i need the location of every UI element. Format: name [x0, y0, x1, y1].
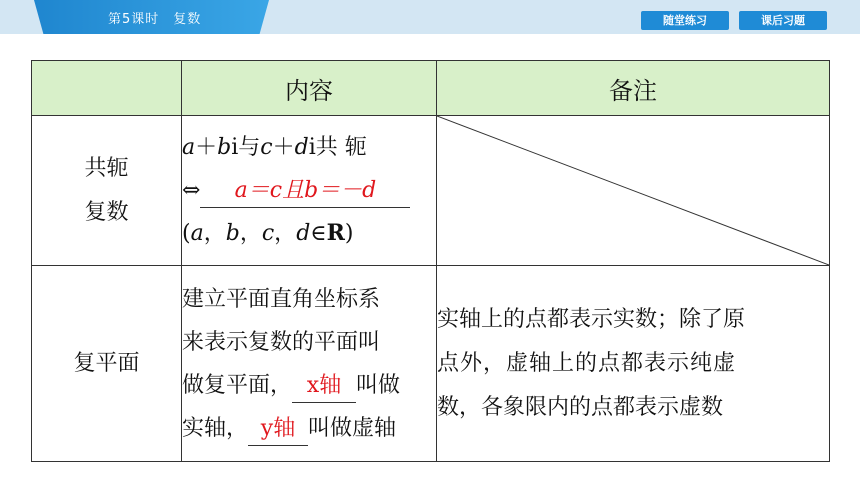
complex-plane-content: [182, 266, 437, 462]
table-row-conjugate: [32, 116, 830, 266]
var-d: d: [296, 221, 311, 246]
header-note: 备注: [437, 61, 830, 116]
homework-button[interactable]: 课后习题: [739, 11, 827, 30]
answer-blank-x-axis: x轴: [292, 370, 356, 403]
practice-button[interactable]: 随堂练习: [641, 11, 729, 30]
row-head-line: 共轭: [84, 155, 129, 181]
text-segment: 做复平面，: [182, 372, 293, 398]
row-head-conjugate: [32, 116, 182, 266]
text-i-conjugate: i共 轭: [308, 135, 367, 160]
paren-close: ): [344, 221, 354, 246]
header-empty-cell: [32, 61, 182, 116]
var-b: b: [217, 135, 232, 160]
comma: ，: [239, 221, 262, 246]
var-c: c: [260, 135, 273, 160]
header-content: 内容: [182, 61, 437, 116]
var-c: c: [261, 221, 275, 246]
text-segment: 叫做: [356, 372, 401, 398]
text-i-and: i与: [231, 135, 261, 160]
lesson-title: 第5课时 复数: [108, 12, 202, 27]
iff-symbol: ⇔: [182, 178, 201, 203]
plus-sign: ＋: [195, 135, 218, 160]
var-a: a: [182, 135, 196, 160]
complex-number-table: [31, 60, 830, 462]
complex-plane-note: [437, 266, 830, 462]
var-a: a: [190, 221, 204, 246]
paren-open: (: [182, 221, 191, 246]
plane-line-4: [182, 407, 436, 450]
note-line-2: 点外，虚轴上的点都表示纯虚: [437, 350, 737, 376]
note-line-1: 实轴上的点都表示实数；除了原: [437, 306, 746, 332]
table-header-row: [32, 61, 830, 116]
var-b: b: [225, 221, 240, 246]
real-set-symbol: R: [326, 220, 345, 246]
element-of-symbol: ∈: [310, 221, 327, 246]
row-head-line: 复数: [84, 199, 129, 225]
table-row-complex-plane: [32, 266, 830, 462]
text-segment: 实轴，: [182, 415, 249, 441]
plane-line-3: [182, 364, 436, 407]
comma: ，: [203, 221, 226, 246]
diagonal-line: [437, 116, 829, 265]
conjugate-line-2: [182, 169, 436, 212]
var-d: d: [294, 135, 309, 160]
note-line-3: 数，各象限内的点都表示虚数: [437, 394, 724, 420]
row-head-complex-plane: 复平面: [32, 266, 182, 462]
answer-blank-conjugate: a＝c且b＝－d: [200, 175, 410, 208]
answer-blank-y-axis: y轴: [248, 413, 308, 446]
plus-sign: ＋: [272, 135, 295, 160]
top-bar: [0, 0, 860, 34]
conjugate-line-3: [182, 212, 436, 255]
plane-line-1: 建立平面直角坐标系: [182, 286, 381, 312]
comma: ，: [274, 221, 297, 246]
conjugate-note-empty: [437, 116, 830, 266]
plane-line-2: 来表示复数的平面叫: [182, 329, 381, 355]
text-segment: 叫做虚轴: [308, 415, 397, 441]
conjugate-content: [182, 116, 437, 266]
conjugate-line-1: [182, 126, 436, 169]
